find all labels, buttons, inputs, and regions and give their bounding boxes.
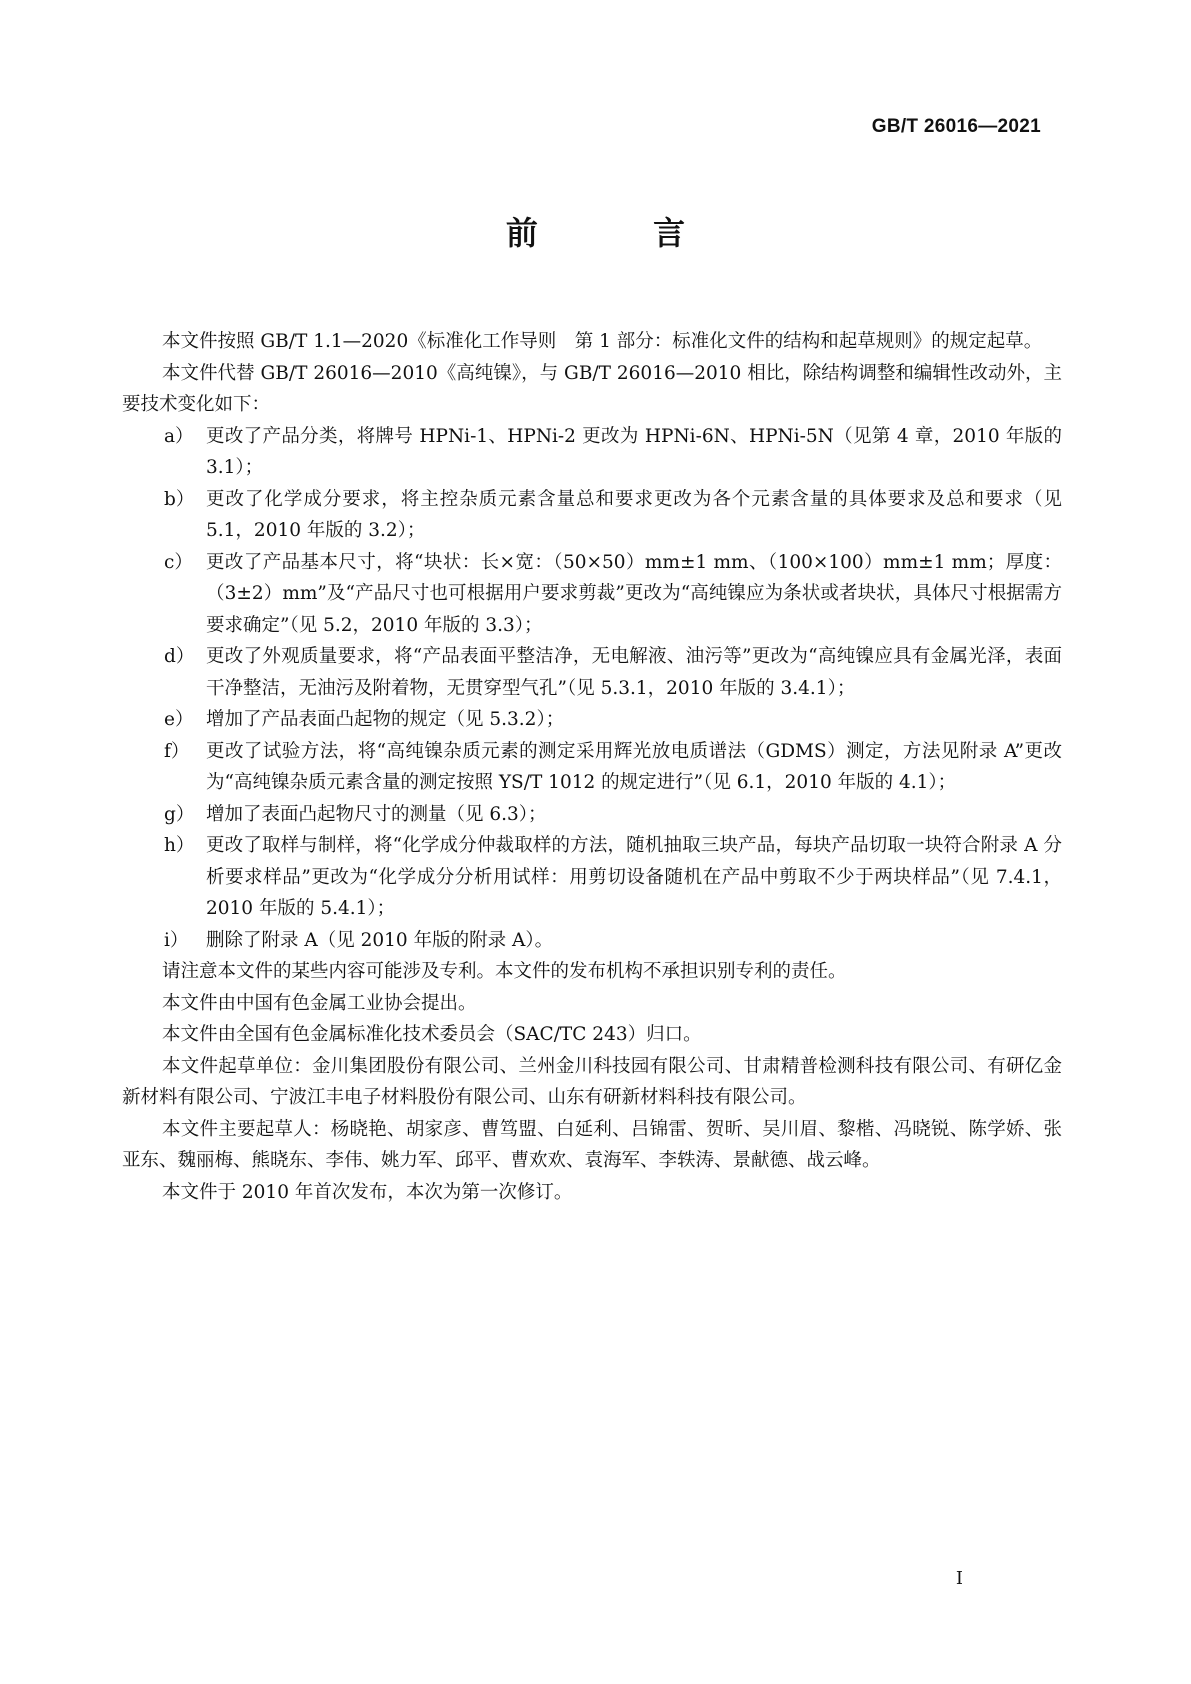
change-item-c	[122, 547, 1062, 642]
standard-code: GB/T 26016—2021	[871, 116, 1041, 137]
paragraph-drafters: 本文件主要起草人：杨晓艳、胡家彦、曹笃盟、白延利、吕锦雷、贺昕、吴川眉、黎楷、冯晓锐、陈学娇、张亚东、魏丽梅、熊晓东、李伟、姚力军、邱平、曹欢欢、袁海军、李轶涛、景献德、战云峰。	[122, 1118, 1062, 1171]
list-marker: d）	[164, 646, 195, 667]
list-item-text: 更改了产品基本尺寸，将“块状：长×宽：（50×50）mm±1 mm、（100×100）mm±1 mm；厚度：（3±2）mm”及“产品尺寸也可根据用户要求剪裁”更改为“高纯镍应为条状或者块状，具体尺寸根据需方要求确定”（见 5.2，2010 年版的 3.3）；	[206, 551, 1062, 636]
change-item-d	[122, 641, 1062, 704]
page-title: 前 言	[505, 214, 738, 252]
list-marker: e）	[164, 709, 194, 730]
paragraph-committee: 本文件由全国有色金属标准化技术委员会（SAC/TC 243）归口。	[162, 1024, 702, 1045]
page-number: I	[955, 1568, 963, 1589]
change-item-f	[122, 736, 1062, 799]
list-item-text: 删除了附录 A（见 2010 年版的附录 A）。	[206, 929, 554, 951]
paragraph-basis: 本文件按照 GB/T 1.1—2020《标准化工作导则 第 1 部分：标准化文件的结构和起草规则》的规定起草。	[162, 331, 1043, 352]
list-marker: g）	[164, 803, 195, 825]
list-marker: a）	[164, 425, 194, 447]
paragraph-history: 本文件于 2010 年首次发布，本次为第一次修订。	[162, 1181, 573, 1203]
list-item-text: 增加了表面凸起物尺寸的测量（见 6.3）；	[206, 803, 547, 825]
paragraph-proposer: 本文件由中国有色金属工业协会提出。	[162, 992, 477, 1014]
list-item-text: 更改了外观质量要求，将“产品表面平整洁净，无电解液、油污等”更改为“高纯镍应具有金属光泽，表面干净整洁，无油污及附着物，无贯穿型气孔”（见 5.3.1，2010 年版的 3.4.1）；	[206, 646, 1062, 699]
change-item-g	[122, 799, 1062, 831]
list-item-text: 增加了产品表面凸起物的规定（见 5.3.2）；	[206, 709, 565, 730]
paragraph-drafting-units: 本文件起草单位：金川集团股份有限公司、兰州金川科技园有限公司、甘肃精普检测科技有限公司、有研亿金新材料有限公司、宁波江丰电子材料股份有限公司、山东有研新材料科技有限公司。	[122, 1055, 1062, 1108]
list-item-text: 更改了化学成分要求，将主控杂质元素含量总和要求更改为各个元素含量的具体要求及总和要求（见 5.1，2010 年版的 3.2）；	[206, 488, 1062, 541]
change-item-i	[122, 925, 1062, 957]
list-marker: i）	[164, 929, 189, 951]
list-marker: b）	[164, 488, 195, 510]
list-marker: h）	[164, 835, 195, 856]
change-item-e	[122, 704, 1062, 736]
list-marker: c）	[164, 551, 193, 573]
list-item-text: 更改了产品分类，将牌号 HPNi-1、HPNi-2 更改为 HPNi-6N、HPNi-5N（见第 4 章，2010 年版的 3.1）；	[206, 425, 1062, 478]
list-item-text: 更改了取样与制样，将“化学成分仲裁取样的方法，随机抽取三块产品，每块产品切取一块符合附录 A 分析要求样品”更改为“化学成分分析用试样：用剪切设备随机在产品中剪取不少于两块样品”（见 7.4.1，2010 年版的 5.4.1）；	[206, 835, 1062, 919]
change-item-h	[122, 830, 1062, 925]
list-marker: f）	[164, 740, 190, 762]
change-item-a	[122, 421, 1062, 484]
list-item-text: 更改了试验方法，将“高纯镍杂质元素的测定采用辉光放电质谱法（GDMS）测定，方法见附录 A”更改为“高纯镍杂质元素含量的测定按照 YS/T 1012 的规定进行”（见 6.1，2010 年版的 4.1）；	[206, 740, 1062, 793]
paragraph-patent-notice: 请注意本文件的某些内容可能涉及专利。本文件的发布机构不承担识别专利的责任。	[162, 961, 847, 982]
paragraph-replacement: 本文件代替 GB/T 26016—2010《高纯镍》，与 GB/T 26016—2010 相比，除结构调整和编辑性改动外，主要技术变化如下：	[122, 362, 1062, 415]
change-item-b	[122, 484, 1062, 547]
document-body	[122, 326, 1062, 1208]
